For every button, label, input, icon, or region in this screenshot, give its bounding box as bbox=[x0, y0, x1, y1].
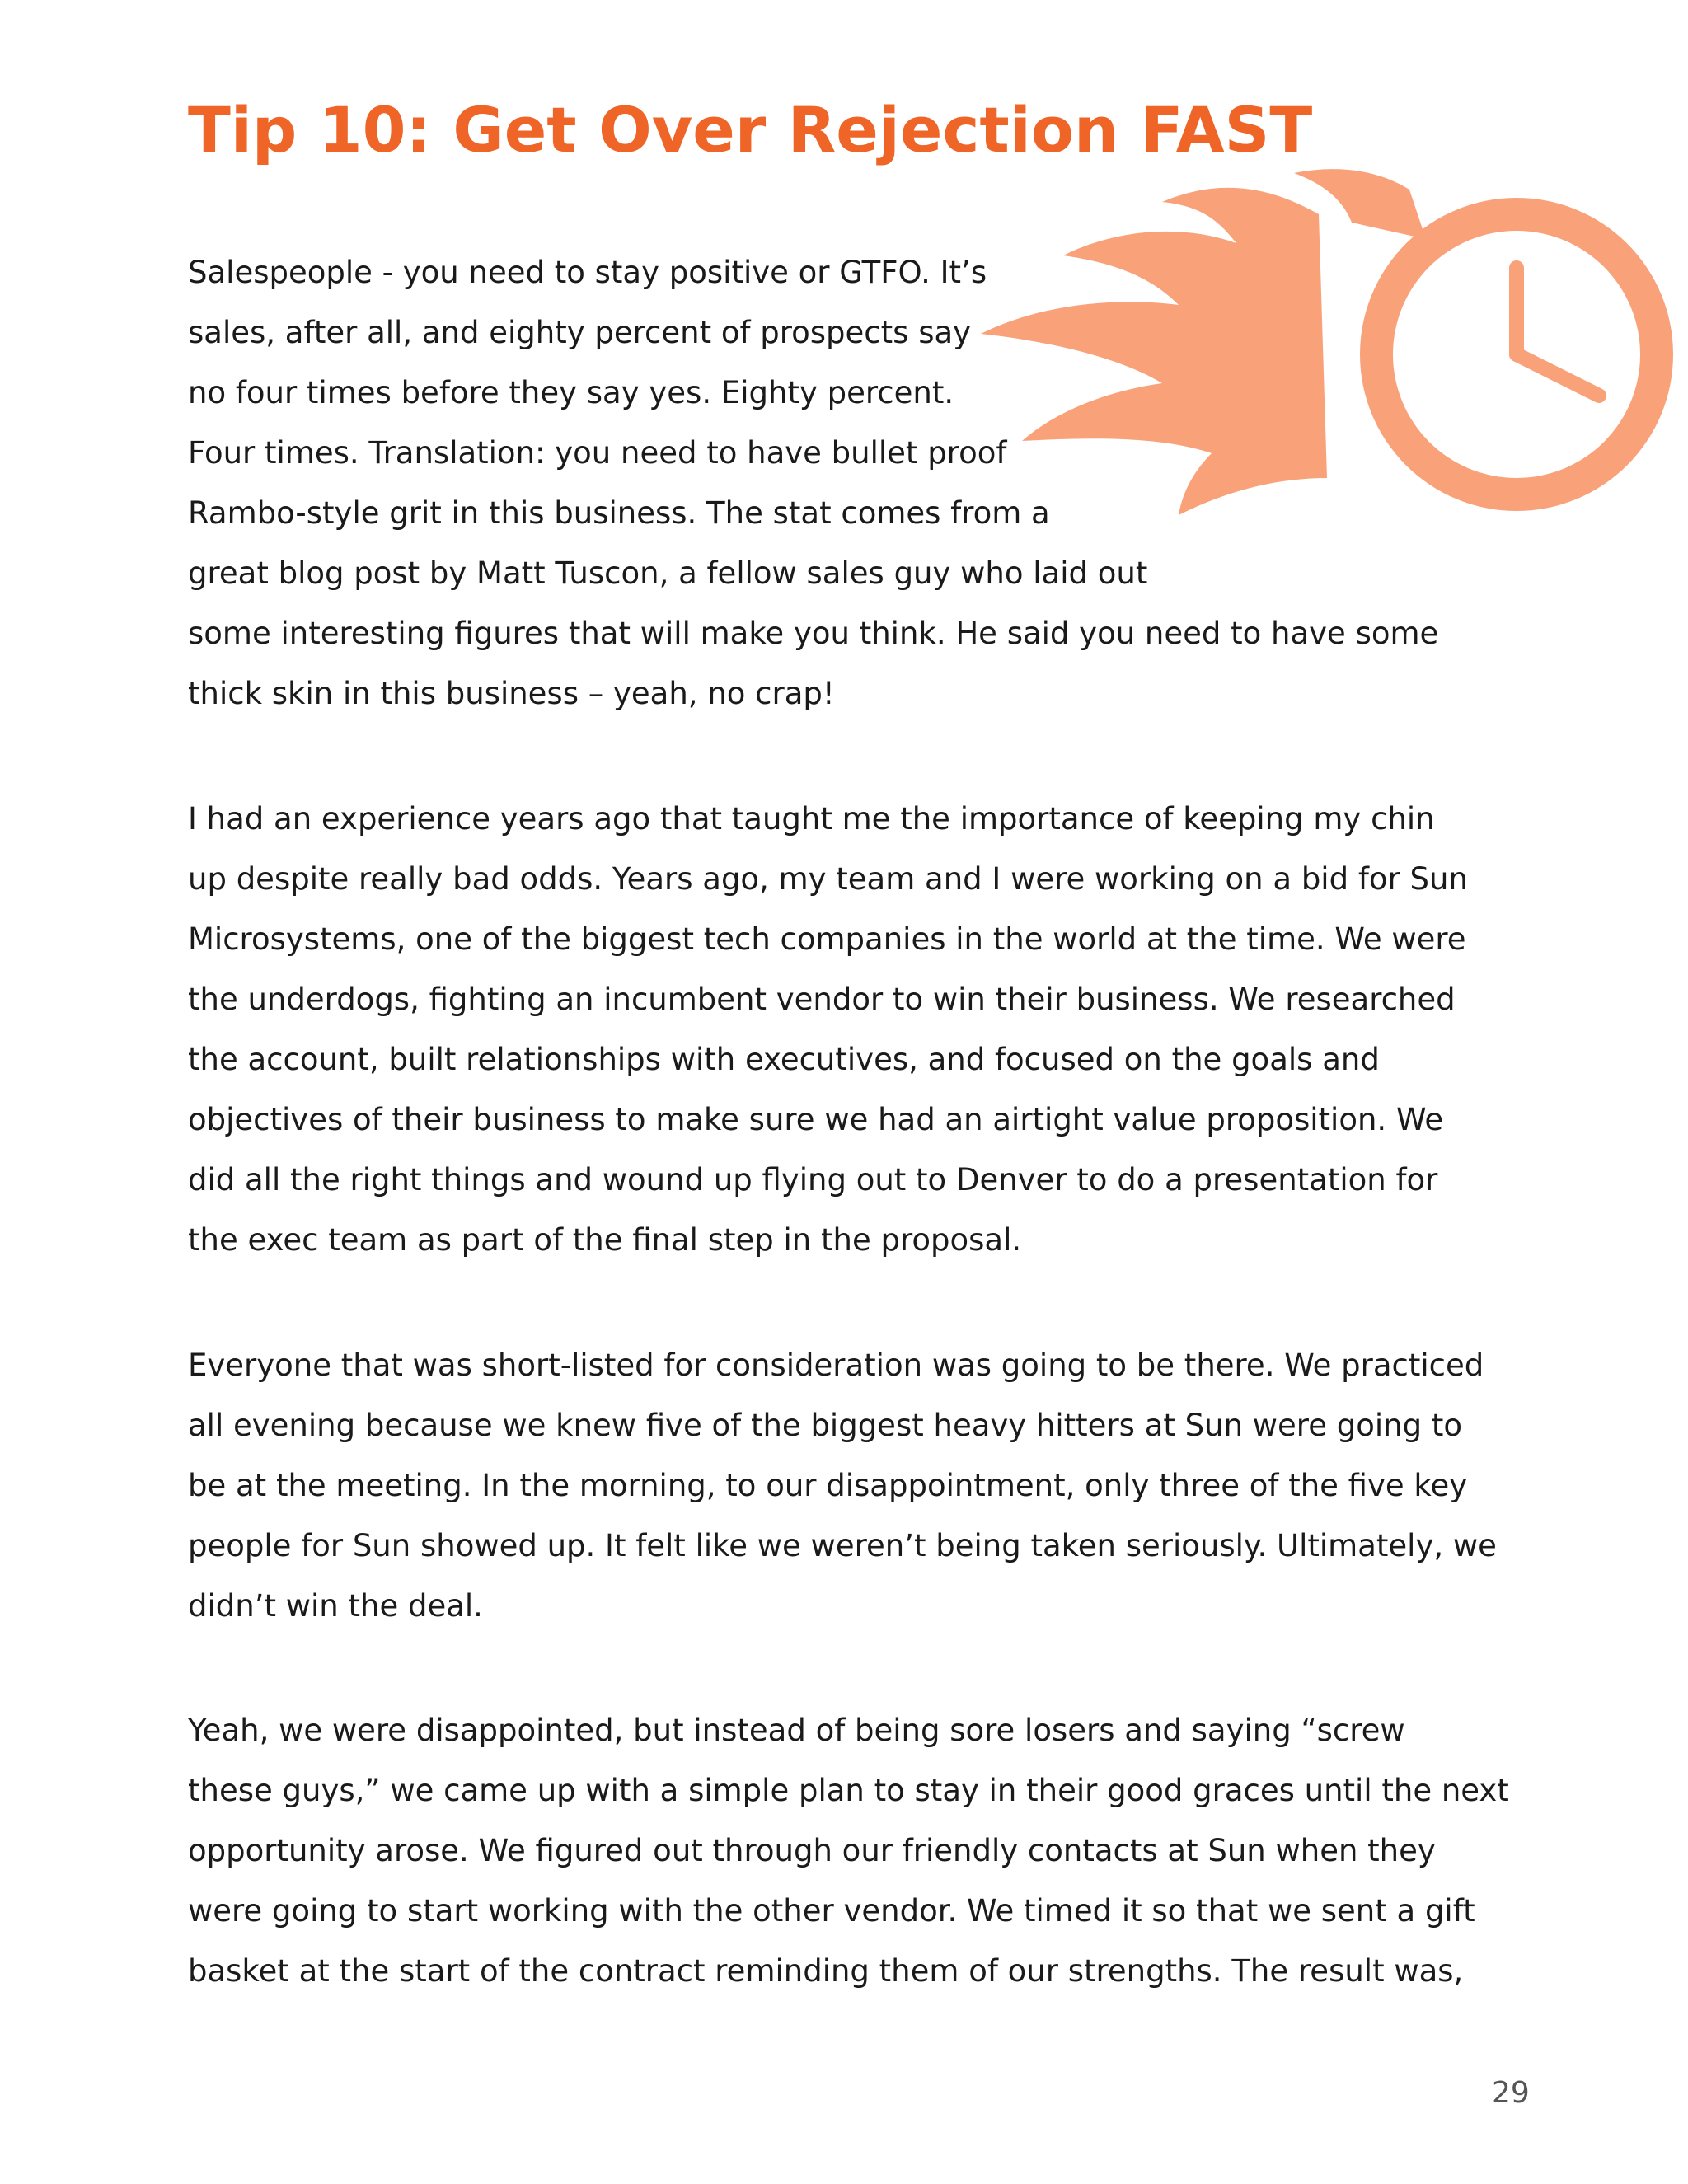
paragraph-line: basket at the start of the contract reminding them of our strengths. The result was, bbox=[188, 1953, 1464, 1989]
paragraph-line: great blog post by Matt Tuscon, a fellow sales guy who laid out bbox=[188, 555, 1148, 591]
paragraph-3 bbox=[188, 1335, 1497, 1636]
paragraph-line: these guys,” we came up with a simple plan to stay in their good graces until the next bbox=[188, 1773, 1509, 1808]
paragraph-line: Yeah, we were disappointed, but instead of being sore losers and saying “screw bbox=[188, 1713, 1405, 1748]
paragraph-line: Four times. Translation: you need to have bullet proof bbox=[188, 435, 1007, 471]
paragraph-line: people for Sun showed up. It felt like we weren’t being taken seriously. Ultimately, we bbox=[188, 1528, 1497, 1563]
paragraph-line: Everyone that was short-listed for consideration was going to be there. We practiced bbox=[188, 1347, 1484, 1383]
paragraph-line: Salespeople - you need to stay positive or GTFO. It’s bbox=[188, 255, 987, 290]
paragraph-line: opportunity arose. We figured out through our friendly contacts at Sun when they bbox=[188, 1833, 1436, 1868]
paragraph-line: some interesting figures that will make you think. He said you need to have some bbox=[188, 616, 1439, 651]
paragraph-line: did all the right things and wound up flying out to Denver to do a presentation for bbox=[188, 1162, 1438, 1197]
paragraph-line: the account, built relationships with executives, and focused on the goals and bbox=[188, 1042, 1380, 1077]
page-title: Tip 10: Get Over Rejection FAST bbox=[188, 93, 1313, 166]
paragraph-line: Microsystems, one of the biggest tech companies in the world at the time. We were bbox=[188, 921, 1466, 957]
paragraph-line: the exec team as part of the final step in the proposal. bbox=[188, 1222, 1022, 1258]
paragraph-line: sales, after all, and eighty percent of prospects say bbox=[188, 315, 972, 350]
paragraph-4 bbox=[188, 1700, 1509, 2001]
paragraph-line: the underdogs, fighting an incumbent vendor to win their business. We researched bbox=[188, 982, 1456, 1017]
page-number: 29 bbox=[1492, 2076, 1530, 2110]
paragraph-line: up despite really bad odds. Years ago, my team and I were working on a bid for Sun bbox=[188, 861, 1468, 897]
paragraph-line: were going to start working with the other vendor. We timed it so that we sent a gift bbox=[188, 1893, 1475, 1929]
paragraph-line: objectives of their business to make sure we had an airtight value proposition. We bbox=[188, 1102, 1444, 1137]
paragraph-2 bbox=[188, 789, 1468, 1270]
paragraph-line: Rambo-style grit in this business. The stat comes from a bbox=[188, 495, 1050, 531]
paragraph-1 bbox=[188, 242, 1438, 724]
paragraph-line: thick skin in this business – yeah, no crap! bbox=[188, 676, 835, 711]
paragraph-line: didn’t win the deal. bbox=[188, 1588, 483, 1624]
paragraph-line: be at the meeting. In the morning, to our disappointment, only three of the five key bbox=[188, 1468, 1468, 1503]
paragraph-line: all evening because we knew five of the biggest heavy hitters at Sun were going to bbox=[188, 1408, 1462, 1443]
paragraph-line: no four times before they say yes. Eighty percent. bbox=[188, 375, 954, 410]
paragraph-line: I had an experience years ago that taught me the importance of keeping my chin bbox=[188, 801, 1435, 837]
